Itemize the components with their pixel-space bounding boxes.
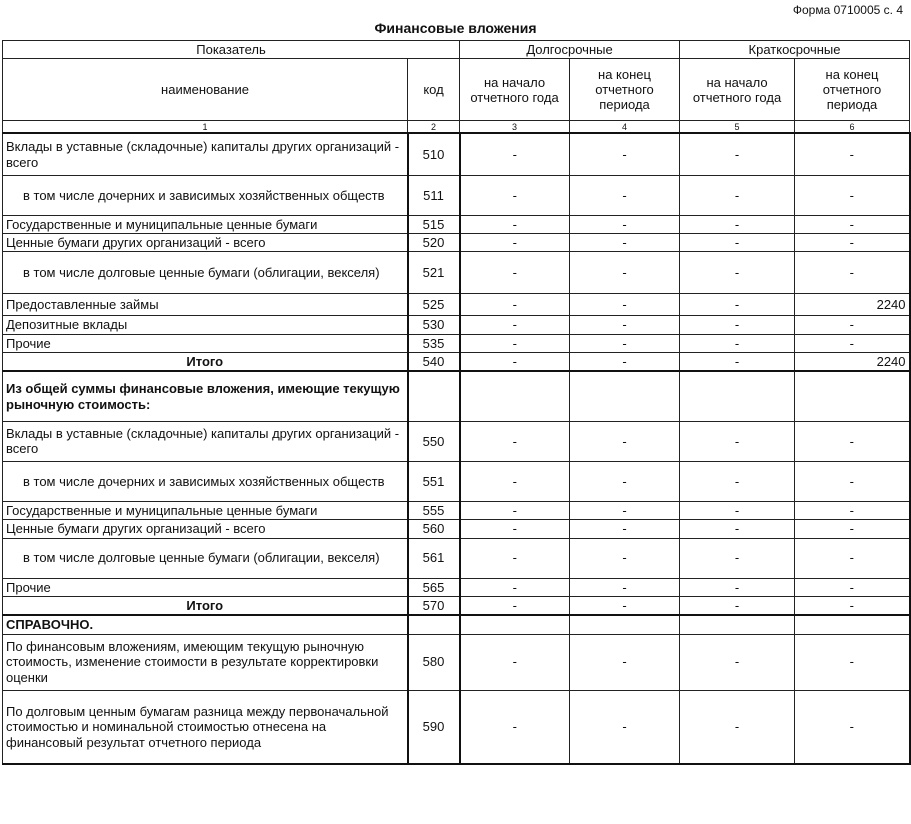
row-value: - bbox=[460, 461, 570, 501]
row-code: 590 bbox=[408, 690, 460, 764]
row-code bbox=[408, 615, 460, 634]
row-name: Ценные бумаги других организаций - всего bbox=[3, 520, 408, 538]
financial-investments-table bbox=[2, 40, 911, 765]
table-row bbox=[3, 520, 910, 538]
row-value: - bbox=[795, 578, 910, 596]
row-value: - bbox=[680, 634, 795, 690]
page-title: Финансовые вложения bbox=[374, 20, 537, 36]
row-value bbox=[570, 615, 680, 634]
table-row bbox=[3, 501, 910, 519]
table-row bbox=[3, 615, 910, 634]
row-value: - bbox=[460, 501, 570, 519]
row-code: 530 bbox=[408, 316, 460, 334]
column-number-row bbox=[3, 121, 910, 134]
row-code: 511 bbox=[408, 175, 460, 215]
row-value: - bbox=[460, 133, 570, 175]
table-row bbox=[3, 596, 910, 615]
header-row-2 bbox=[3, 59, 910, 121]
row-value: - bbox=[795, 234, 910, 252]
row-value: 2240 bbox=[795, 294, 910, 316]
row-value: - bbox=[795, 133, 910, 175]
row-value: - bbox=[460, 334, 570, 352]
row-value: - bbox=[680, 133, 795, 175]
header-name: наименование bbox=[3, 59, 408, 121]
header-long-term: Долгосрочные bbox=[460, 41, 680, 59]
table-row bbox=[3, 461, 910, 501]
row-code: 550 bbox=[408, 421, 460, 461]
row-name: Прочие bbox=[3, 334, 408, 352]
row-code: 570 bbox=[408, 596, 460, 615]
row-name: Итого bbox=[3, 596, 408, 615]
row-name: По финансовым вложениям, имеющим текущую рыночную стоимость, изменение стоимости в результате корректировки оценки bbox=[3, 634, 408, 690]
row-value: - bbox=[795, 690, 910, 764]
col-number: 1 bbox=[3, 121, 408, 134]
row-value: - bbox=[680, 175, 795, 215]
row-name: в том числе долговые ценные бумаги (облигации, векселя) bbox=[3, 252, 408, 294]
form-number: Форма 0710005 с. 4 bbox=[792, 3, 903, 17]
row-value: - bbox=[680, 596, 795, 615]
row-value: - bbox=[680, 334, 795, 352]
row-value bbox=[680, 615, 795, 634]
row-code: 510 bbox=[408, 133, 460, 175]
row-value: - bbox=[680, 252, 795, 294]
row-value: - bbox=[460, 294, 570, 316]
row-value: - bbox=[570, 316, 680, 334]
row-value: - bbox=[680, 215, 795, 233]
row-value: - bbox=[570, 334, 680, 352]
header-long-end: на конец отчетного периода bbox=[570, 59, 680, 121]
row-name: Государственные и муниципальные ценные бумаги bbox=[3, 215, 408, 233]
row-value: - bbox=[680, 538, 795, 578]
header-short-end: на конец отчетного периода bbox=[795, 59, 910, 121]
row-value: - bbox=[680, 501, 795, 519]
table-row bbox=[3, 578, 910, 596]
row-value: - bbox=[795, 501, 910, 519]
row-code: 555 bbox=[408, 501, 460, 519]
row-value bbox=[680, 371, 795, 421]
row-value: - bbox=[795, 175, 910, 215]
row-value: - bbox=[570, 461, 680, 501]
row-value: - bbox=[795, 334, 910, 352]
row-value: - bbox=[570, 294, 680, 316]
row-value: - bbox=[570, 538, 680, 578]
row-value: - bbox=[570, 234, 680, 252]
table-row bbox=[3, 371, 910, 421]
table-row bbox=[3, 316, 910, 334]
row-value: - bbox=[570, 215, 680, 233]
row-name: в том числе долговые ценные бумаги (облигации, векселя) bbox=[3, 538, 408, 578]
row-value: - bbox=[460, 578, 570, 596]
row-value: - bbox=[460, 596, 570, 615]
row-name: Вклады в уставные (складочные) капиталы других организаций - всего bbox=[3, 421, 408, 461]
row-name: Депозитные вклады bbox=[3, 316, 408, 334]
table-row bbox=[3, 634, 910, 690]
row-value: - bbox=[570, 634, 680, 690]
row-name: Из общей суммы финансовые вложения, имеющие текущую рыночную стоимость: bbox=[3, 371, 408, 421]
row-value: - bbox=[795, 461, 910, 501]
row-value: - bbox=[460, 316, 570, 334]
header-indicator: Показатель bbox=[3, 41, 460, 59]
table-row bbox=[3, 294, 910, 316]
row-code: 540 bbox=[408, 353, 460, 372]
header-row-1 bbox=[3, 41, 910, 59]
row-name: Предоставленные займы bbox=[3, 294, 408, 316]
row-name: в том числе дочерних и зависимых хозяйственных обществ bbox=[3, 461, 408, 501]
row-value: - bbox=[460, 634, 570, 690]
header-short-term: Краткосрочные bbox=[680, 41, 910, 59]
header-short-start: на начало отчетного года bbox=[680, 59, 795, 121]
row-value: - bbox=[570, 578, 680, 596]
row-value: - bbox=[570, 501, 680, 519]
row-value bbox=[460, 615, 570, 634]
row-code: 560 bbox=[408, 520, 460, 538]
row-value: - bbox=[795, 316, 910, 334]
row-value: - bbox=[570, 133, 680, 175]
col-number: 5 bbox=[680, 121, 795, 134]
row-value: - bbox=[680, 234, 795, 252]
row-value: - bbox=[570, 175, 680, 215]
col-number: 3 bbox=[460, 121, 570, 134]
row-value: - bbox=[680, 520, 795, 538]
row-value: - bbox=[570, 421, 680, 461]
row-value: - bbox=[460, 215, 570, 233]
row-value: - bbox=[460, 520, 570, 538]
row-value: 2240 bbox=[795, 353, 910, 372]
row-value bbox=[795, 371, 910, 421]
table-row bbox=[3, 334, 910, 352]
row-value: - bbox=[795, 215, 910, 233]
header-code: код bbox=[408, 59, 460, 121]
row-value: - bbox=[570, 596, 680, 615]
row-name: По долговым ценным бумагам разница между первоначальной стоимостью и номинальной стоимостью отнесена на финансовый результат отчетного периода bbox=[3, 690, 408, 764]
row-name: Прочие bbox=[3, 578, 408, 596]
row-value: - bbox=[795, 634, 910, 690]
row-value: - bbox=[795, 538, 910, 578]
row-code: 535 bbox=[408, 334, 460, 352]
row-value: - bbox=[795, 252, 910, 294]
row-name: Ценные бумаги других организаций - всего bbox=[3, 234, 408, 252]
row-value: - bbox=[680, 353, 795, 372]
row-value bbox=[795, 615, 910, 634]
row-code: 525 bbox=[408, 294, 460, 316]
table-row bbox=[3, 133, 910, 175]
table-row bbox=[3, 690, 910, 764]
row-code: 580 bbox=[408, 634, 460, 690]
header-long-start: на начало отчетного года bbox=[460, 59, 570, 121]
row-value: - bbox=[460, 690, 570, 764]
col-number: 4 bbox=[570, 121, 680, 134]
row-value: - bbox=[795, 520, 910, 538]
row-value bbox=[460, 371, 570, 421]
row-value: - bbox=[460, 421, 570, 461]
row-value bbox=[570, 371, 680, 421]
row-value: - bbox=[680, 690, 795, 764]
row-value: - bbox=[460, 538, 570, 578]
table-row bbox=[3, 252, 910, 294]
row-name: в том числе дочерних и зависимых хозяйственных обществ bbox=[3, 175, 408, 215]
row-value: - bbox=[795, 421, 910, 461]
row-value: - bbox=[680, 294, 795, 316]
row-value: - bbox=[680, 461, 795, 501]
row-code: 520 bbox=[408, 234, 460, 252]
row-name: СПРАВОЧНО. bbox=[3, 615, 408, 634]
row-code: 551 bbox=[408, 461, 460, 501]
table-row bbox=[3, 234, 910, 252]
row-value: - bbox=[570, 353, 680, 372]
row-name: Итого bbox=[3, 353, 408, 372]
row-value: - bbox=[460, 353, 570, 372]
row-code: 521 bbox=[408, 252, 460, 294]
table-row bbox=[3, 538, 910, 578]
row-value: - bbox=[460, 234, 570, 252]
row-value: - bbox=[680, 421, 795, 461]
table-row bbox=[3, 421, 910, 461]
row-value: - bbox=[570, 520, 680, 538]
col-number: 6 bbox=[795, 121, 910, 134]
col-number: 2 bbox=[408, 121, 460, 134]
row-value: - bbox=[570, 252, 680, 294]
row-value: - bbox=[795, 596, 910, 615]
row-value: - bbox=[680, 578, 795, 596]
row-value: - bbox=[460, 252, 570, 294]
row-code: 561 bbox=[408, 538, 460, 578]
table-row bbox=[3, 353, 910, 372]
table-row bbox=[3, 215, 910, 233]
row-code bbox=[408, 371, 460, 421]
row-value: - bbox=[680, 316, 795, 334]
row-name: Государственные и муниципальные ценные бумаги bbox=[3, 501, 408, 519]
table-row bbox=[3, 175, 910, 215]
row-value: - bbox=[570, 690, 680, 764]
row-name: Вклады в уставные (складочные) капиталы других организаций - всего bbox=[3, 133, 408, 175]
row-value: - bbox=[460, 175, 570, 215]
row-code: 565 bbox=[408, 578, 460, 596]
row-code: 515 bbox=[408, 215, 460, 233]
